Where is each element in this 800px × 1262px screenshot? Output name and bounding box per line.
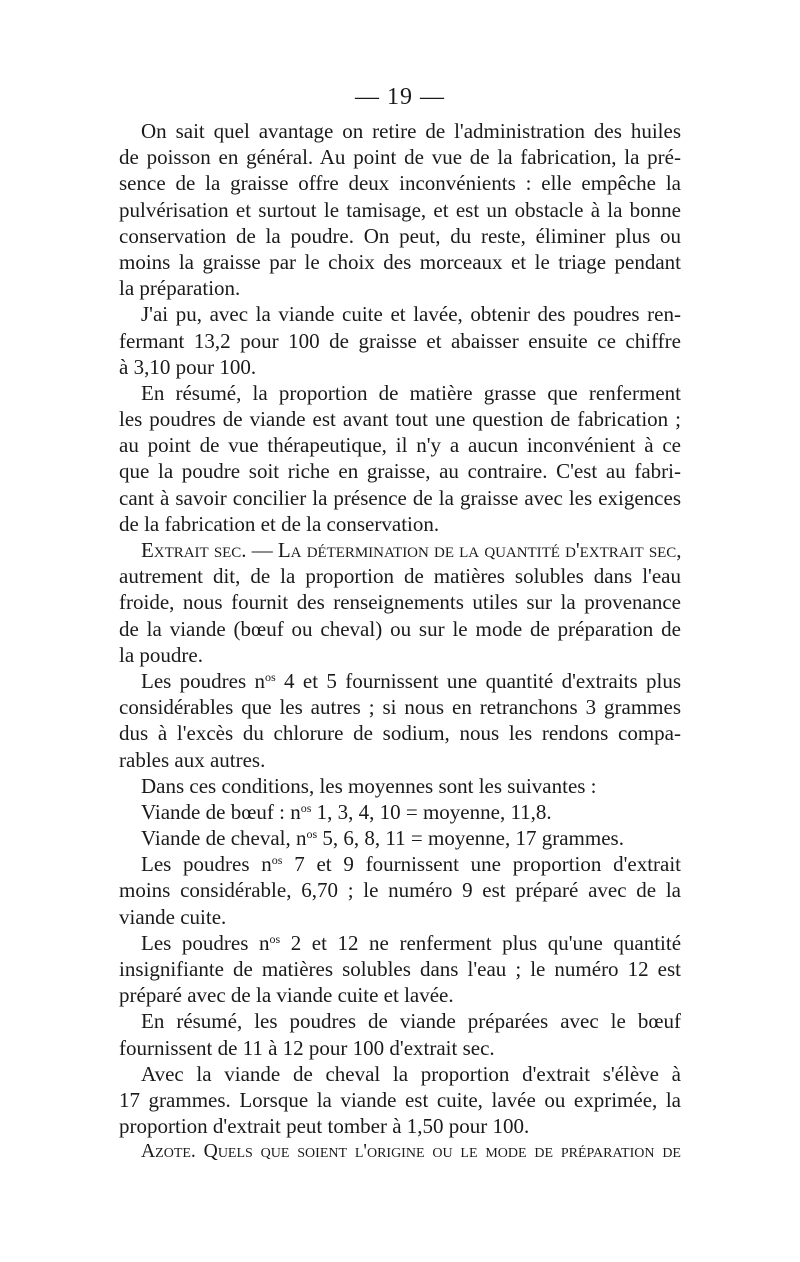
text-line: 17 grammes. Lorsque la viande est cuite, lavée ou exprimée, la: [119, 1087, 681, 1112]
text-line: la poudre.: [119, 642, 203, 667]
text-line: de la fabrication et de la conservation.: [119, 511, 440, 536]
text-line: les poudres de viande est avant tout une question de fabrication ;: [119, 407, 681, 432]
text-line: J'ai pu, avec la viande cuite et lavée, obtenir des poudres ren-: [141, 302, 681, 327]
text-line: Les poudres $n^{os}$ 7 et 9 fournissent une proportion d'extrait: [141, 852, 682, 877]
text-line: proportion d'extrait peut tomber à 1,50 pour 100.: [119, 1114, 530, 1139]
text-line: fournissent de 11 à 12 pour 100 d'extrait sec.: [119, 1035, 495, 1060]
text-line: Avec la viande de cheval la proportion d'extrait s'élève à: [141, 1061, 681, 1086]
text-line: sence de la graisse offre deux inconvénients : elle empêche la: [119, 171, 681, 196]
body-text: [119, 118, 681, 1166]
text-line: conservation de la poudre. On peut, du reste, éliminer plus ou: [119, 223, 681, 248]
text-line: On sait quel avantage on retire de l'administration des huiles: [141, 119, 681, 143]
section-heading-line: Azote. Quels que soient l'origine ou le mode de préparation de: [141, 1141, 681, 1163]
text-line: moins la graisse par le choix des morceaux et le triage pendant: [119, 249, 681, 274]
text-line: rables aux autres.: [119, 747, 266, 772]
text-line: à 3,10 pour 100.: [119, 354, 257, 379]
text-line: dus à l'excès du chlorure de sodium, nous les rendons compa-: [119, 721, 681, 746]
text-line: Viande de bœuf : $n^{os}$ 1, 3, 4, 10 = moyenne, 11,8.: [141, 799, 552, 824]
text-line: considérables que les autres ; si nous en retranchons 3 grammes: [119, 695, 681, 720]
text-line: moins considérable, 6,70 ; le numéro 9 est préparé avec de la: [119, 878, 681, 903]
text-line: au point de vue thérapeutique, il n'y a aucun inconvénient à ce: [119, 433, 681, 458]
text-line: préparé avec de la viande cuite et lavée.: [119, 983, 454, 1008]
text-line: que la poudre soit riche en graisse, au contraire. C'est au fabri-: [119, 459, 681, 484]
text-line: Les poudres $n^{os}$ 4 et 5 fournissent une quantité d'extraits plus: [141, 668, 682, 693]
text-line: Viande de cheval, $n^{os}$ 5, 6, 8, 11 = moyenne, 17 grammes.: [141, 826, 624, 851]
text-line: pulvérisation et surtout le tamisage, et est un obstacle à la bonne: [119, 197, 681, 222]
text-line: insignifiante de matières solubles dans l'eau ; le numéro 12 est: [119, 957, 681, 981]
section-heading-line: Extrait sec. — La détermination de la quantité d'extrait sec,: [141, 538, 682, 562]
text-line: Les poudres $n^{os}$ 2 et 12 ne renferment plus qu'une quantité: [141, 930, 682, 955]
text-line: fermant 13,2 pour 100 de graisse et abaisser ensuite ce chiffre: [119, 328, 681, 353]
text-line: En résumé, la proportion de matière grasse que renferment: [141, 380, 681, 405]
text-line: de poisson en général. Au point de vue de la fabrication, la pré-: [119, 145, 681, 170]
page-number: — 19 —: [355, 84, 445, 110]
text-line: Dans ces conditions, les moyennes sont les suivantes :: [141, 773, 597, 798]
text-line: de la viande (bœuf ou cheval) ou sur le mode de préparation de: [119, 616, 681, 641]
text-line: froide, nous fournit des renseignements utiles sur la provenance: [119, 590, 681, 615]
text-line: autrement dit, de la proportion de matières solubles dans l'eau: [119, 564, 681, 589]
text-line: cant à savoir concilier la présence de la graisse avec les exigences: [119, 485, 681, 510]
text-line: la préparation.: [119, 276, 241, 301]
text-line: viande cuite.: [119, 904, 227, 929]
text-line: En résumé, les poudres de viande préparées avec le bœuf: [141, 1009, 681, 1034]
